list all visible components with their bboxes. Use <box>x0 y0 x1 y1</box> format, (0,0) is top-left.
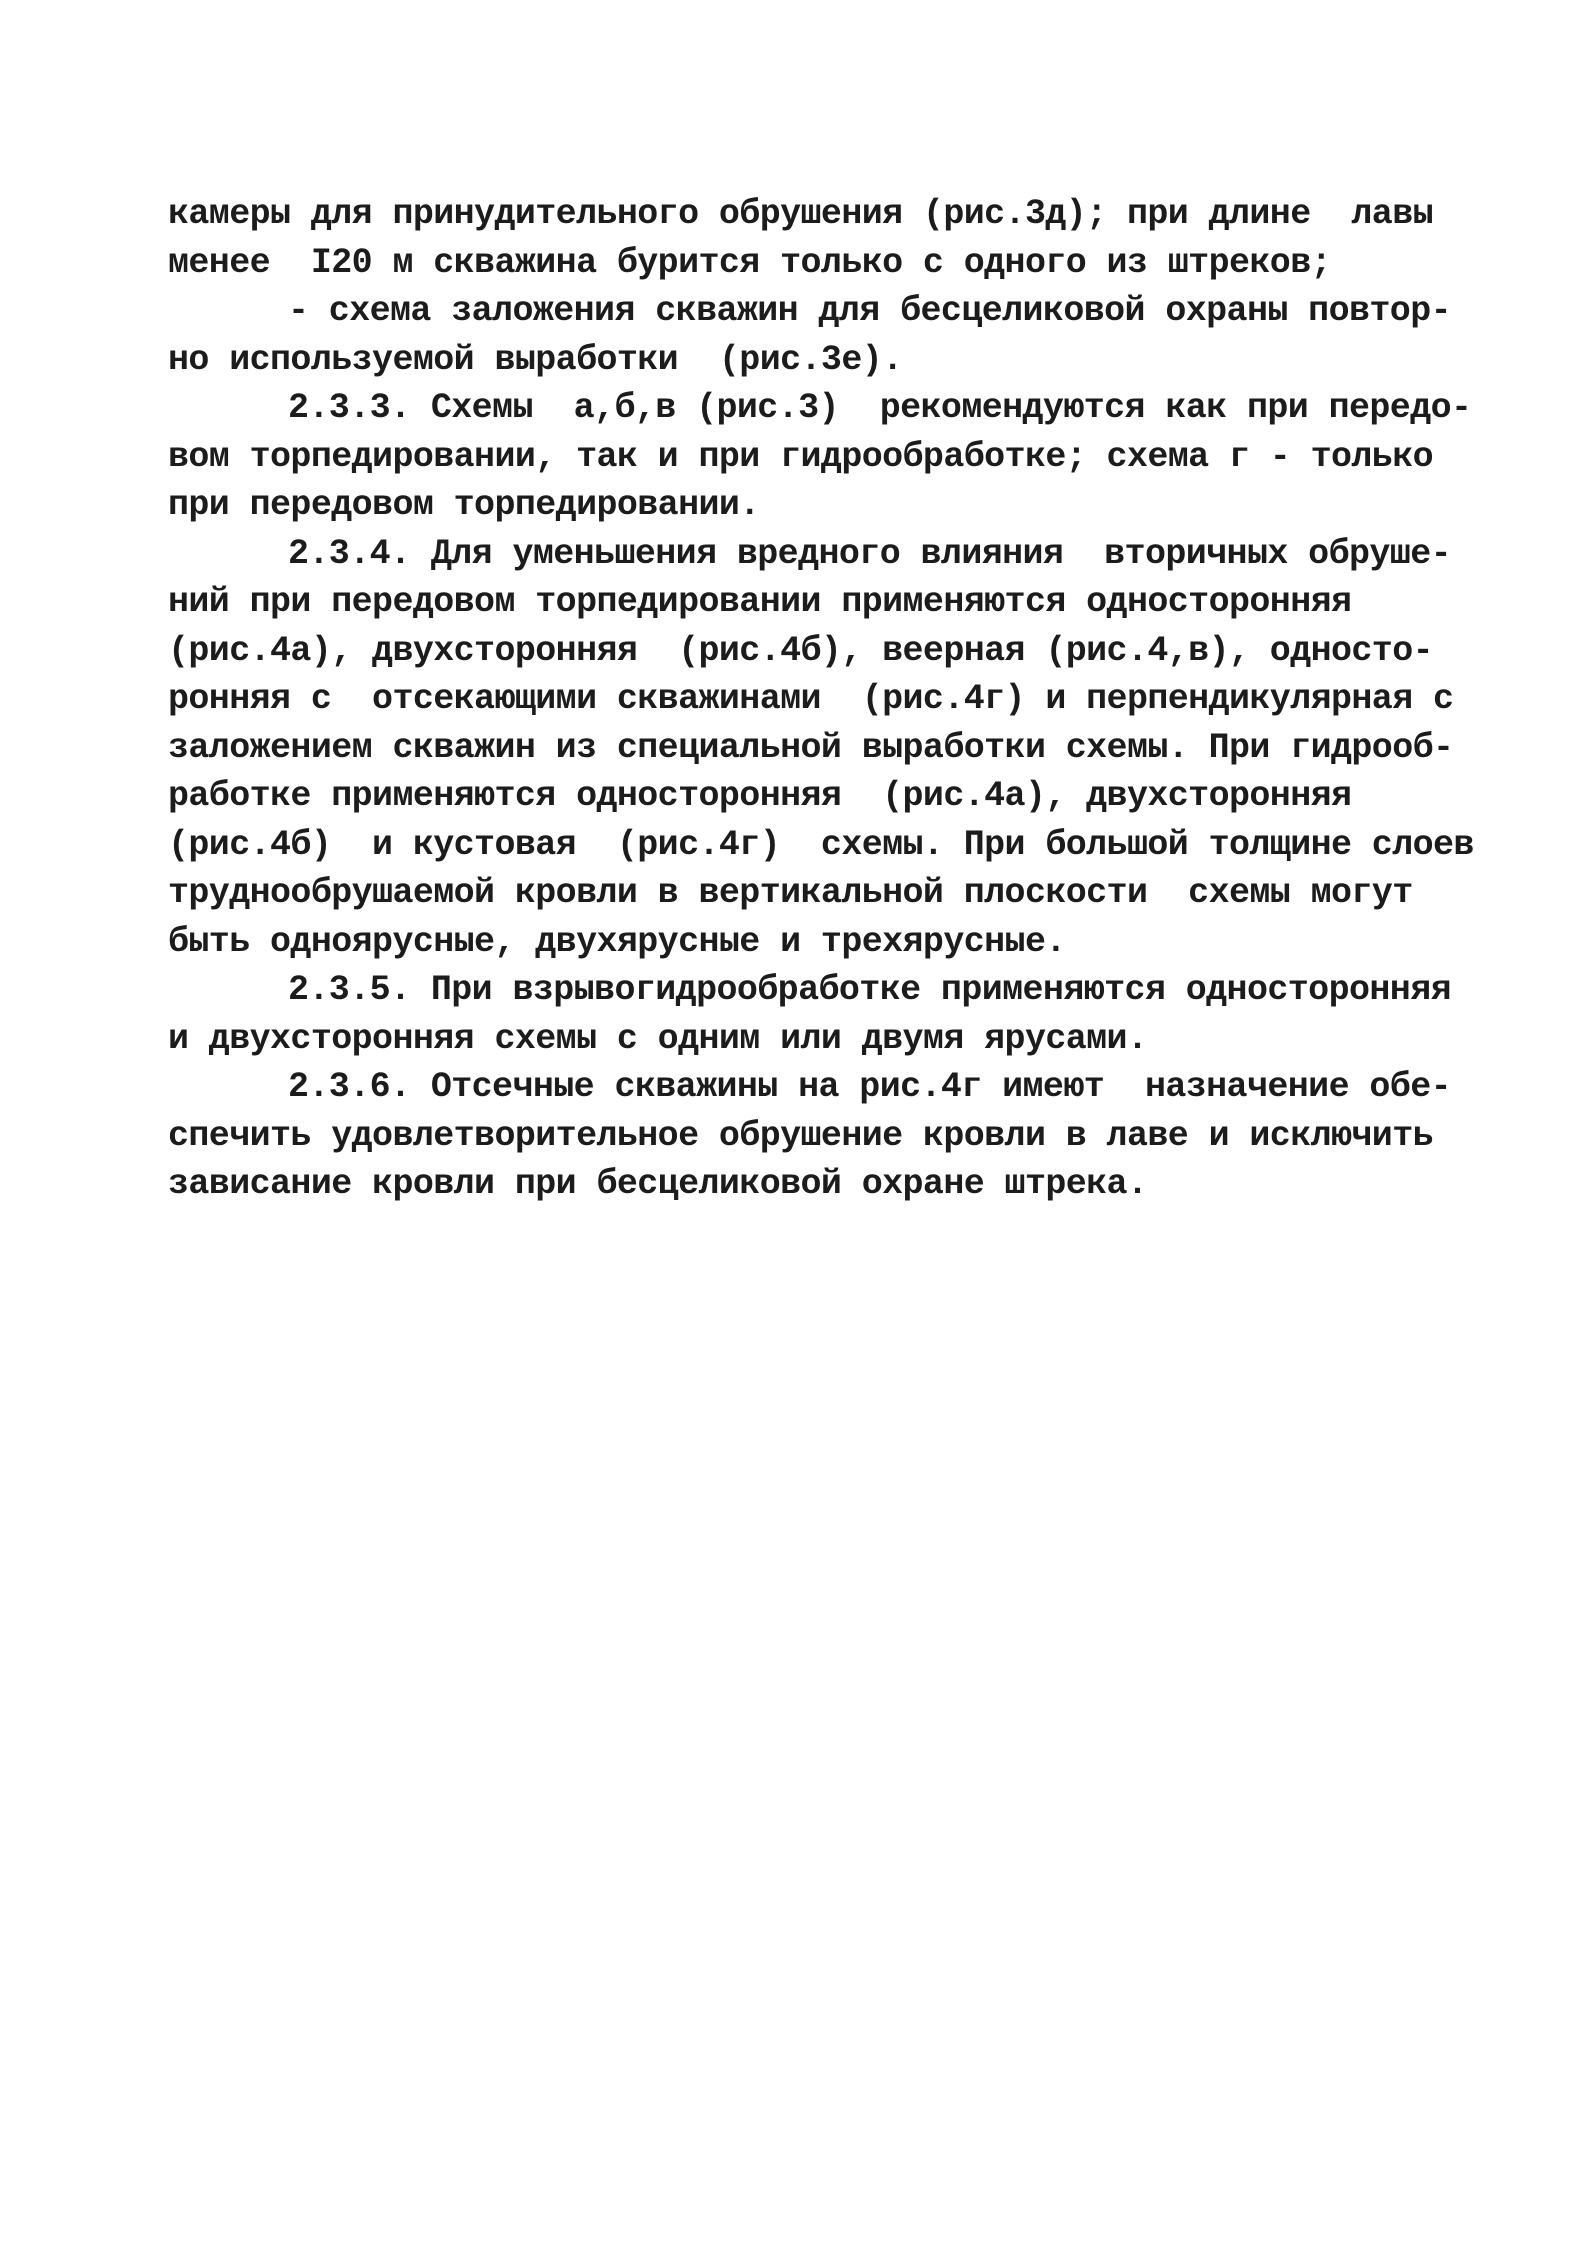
text-line-3: - схема заложения скважин для бесцеликовой охраны повтор- <box>288 291 1451 331</box>
text-line-11: ронняя с отсекающими скважинами (рис.4г) и перпендикулярная с <box>168 679 1454 719</box>
text-line-21: зависание кровли при бесцеликовой охране штрека. <box>168 1164 1148 1204</box>
text-line-20: спечить удовлетворительное обрушение кровли в лаве и исключить <box>168 1115 1434 1156</box>
text-line-7: при передовом торпедировании. <box>168 485 760 525</box>
text-line-4: но используемой выработки (рис.3е). <box>168 339 903 380</box>
text-line-18: и двухсторонняя схемы с одним или двумя ярусами. <box>168 1018 1148 1059</box>
text-line-1: камеры для принудительного обрушения (рис.3д); при длине лавы <box>168 194 1434 234</box>
text-line-13: работке применяются односторонняя (рис.4а), двухсторонняя <box>168 776 1352 816</box>
text-line-6: вом торпедировании, так и при гидрообработке; схема г - только <box>168 436 1434 477</box>
text-line-8: 2.3.4. Для уменьшения вредного влияния вторичных обруше- <box>288 533 1451 574</box>
text-line-9: ний при передовом торпедировании применяются односторонняя <box>168 582 1352 622</box>
text-line-2: менее I20 м скважина бурится только с одного из штреков; <box>168 242 1331 283</box>
text-line-17: 2.3.5. При взрывогидрообработке применяются односторонняя <box>288 970 1451 1010</box>
text-line-10: (рис.4а), двухсторонняя (рис.4б), веерная (рис.4,в), односто- <box>168 630 1434 671</box>
text-line-14: (рис.4б) и кустовая (рис.4г) схемы. При большой толщине слоев <box>168 824 1474 865</box>
text-line-19: 2.3.6. Отсечные скважины на рис.4г имеют назначение обе- <box>288 1067 1451 1107</box>
text-line-16: быть одноярусные, двухярусные и трехярусные. <box>168 921 1066 962</box>
document-text-block <box>168 190 1474 1209</box>
text-line-12: заложением скважин из специальной выработки схемы. При гидрооб- <box>168 727 1454 768</box>
text-line-15: труднообрушаемой кровли в вертикальной плоскости схемы могут <box>168 873 1413 913</box>
text-line-5: 2.3.3. Схемы а,б,в (рис.3) рекомендуются как при передо- <box>288 388 1472 428</box>
